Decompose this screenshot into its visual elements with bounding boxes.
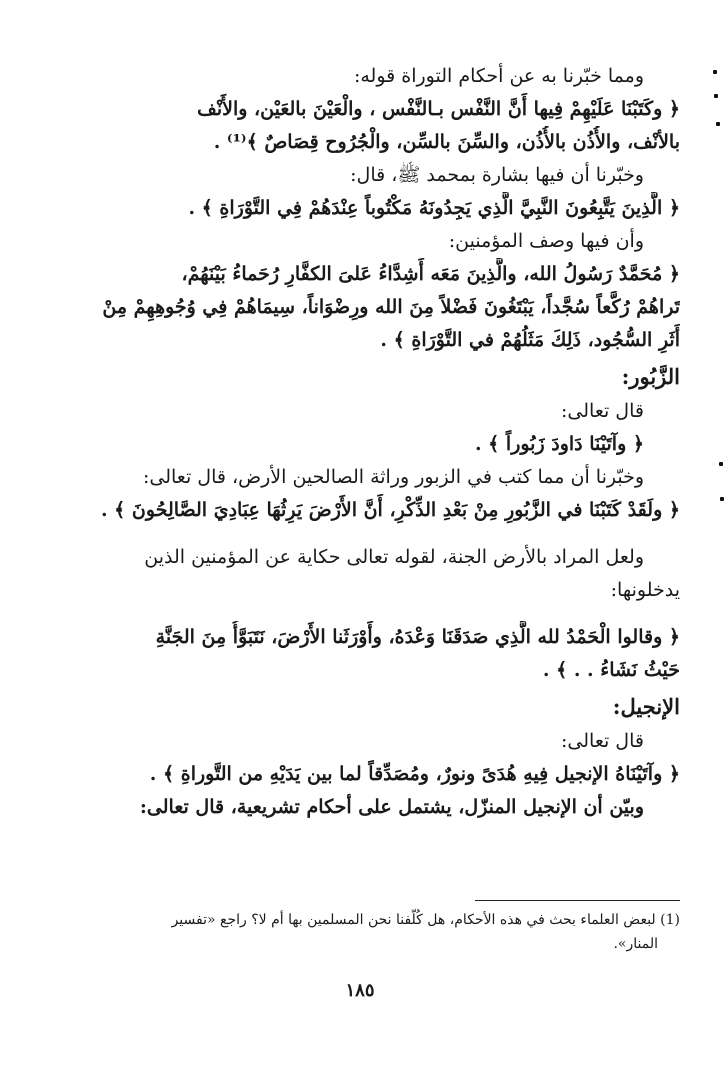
quran-verse-line: ﴿ وآتَيْنَاهُ الإنجيل فِيهِ هُدَىً ونورٌ، ومُصَدِّقاً لما بين يَدَيْهِ من التَّوراةِ ﴾ . (149, 763, 680, 785)
page-number: ١٨٥ (345, 980, 375, 1001)
quran-verse-line: حَيْثُ نَشَاءُ . . ﴾ . (542, 659, 680, 681)
paragraph-line: قال تعالى: (561, 400, 644, 422)
margin-mark (713, 70, 717, 74)
paragraph-line: قال تعالى: (561, 730, 644, 752)
quran-verse-line: ﴿ وكَتَبْنَا عَلَيْهِمْ فِيها أَنَّ النَّفْس بـالنَّفْس ، والْعَيْنَ بالعَيْن، والأَنْف (197, 98, 680, 120)
quran-verse-line: ﴿ ولَقَدْ كَتَبْنَا في الزَّبُورِ مِنْ بَعْدِ الذِّكْرِ، أَنَّ الأَرْضَ يَرِثُهَا عِبَادِيَ الصَّالِحُونَ ﴾ . (100, 499, 680, 521)
paragraph-line: وبيّن أن الإنجيل المنزّل، يشتمل على أحكام تشريعية، قال تعالى: (139, 796, 644, 818)
footnote (40, 908, 680, 956)
quran-verse-line: ﴿ مُحَمَّدٌ رَسُولُ الله، والَّذِينَ مَعَه أَشِدَّاءُ عَلىَ الكفَّارِ رُحَماءُ بَيْنَهُمْ، (181, 263, 680, 285)
margin-mark (716, 122, 720, 126)
paragraph-line: يدخلونها: (610, 579, 680, 601)
quran-verse-line: أَثَرِ السُّجُود، ذَلِكَ مَثَلُهُمْ في التَّوْرَاةِ ﴾ . (380, 329, 680, 351)
paragraph-line: ومما خبّرنا به عن أحكام التوراة قوله: (353, 65, 644, 87)
footnote-divider (475, 900, 680, 901)
section-heading-injil: الإنجيل: (612, 694, 680, 719)
section-heading-zabur: الزَّبُور: (621, 364, 680, 389)
footnote-line: (1) لبعض العلماء بحث في هذه الأحكام، هل كُلّفنا نحن المسلمين بها أم لا؟ راجع «تفسير (171, 912, 680, 928)
quran-verse-line: ﴿ الَّذِينَ يَتَّبِعُونَ النَّبِيَّ الَّذِي يَجِدُونَهُ مَكْتُوباً عِنْدَهُمْ فِي التَّوْرَاةِ ﴾ . (188, 197, 680, 219)
margin-mark (714, 94, 718, 98)
quran-verse-line: ﴿ وآتَيْنَا دَاودَ زَبُوراً ﴾ . (474, 433, 644, 455)
quran-verse-line: ﴿ وقالوا الْحَمْدُ لله الَّذِي صَدَقَنَا وَعْدَهُ، وأَوْرَثَنا الأَرْضَ، نَتَبَوَّأُ مِنَ الجَنَّةِ (155, 626, 680, 648)
page-body (40, 60, 680, 1070)
margin-mark (719, 462, 723, 466)
margin-mark (720, 497, 724, 501)
quran-verse-line: تَراهُمْ رُكَّعاً سُجَّداً، يَبْتَغُونَ فَضْلاً مِنَ الله ورِضْوَاناً، سِيمَاهُمْ فِي وُجُوهِهِمْ مِنْ (102, 296, 680, 318)
quran-verse-line: بالأنْف، والأُذُن بالأُذُن، والسِّنَ بالسِّن، والْجُرُوح قِصَاصٌ ﴾⁽¹⁾ . (213, 131, 680, 153)
paragraph-line: وخبّرنا أن فيها بشارة بمحمد ﷺ، قال: (350, 164, 644, 186)
footnote-line: المنار». (613, 936, 658, 952)
paragraph-line: ولعل المراد بالأرض الجنة، لقوله تعالى حكاية عن المؤمنين الذين (144, 546, 644, 568)
paragraph-line: وخبّرنا أن مما كتب في الزبور وراثة الصالحين الأرض، قال تعالى: (142, 466, 644, 488)
paragraph-line: وأن فيها وصف المؤمنين: (448, 230, 644, 252)
